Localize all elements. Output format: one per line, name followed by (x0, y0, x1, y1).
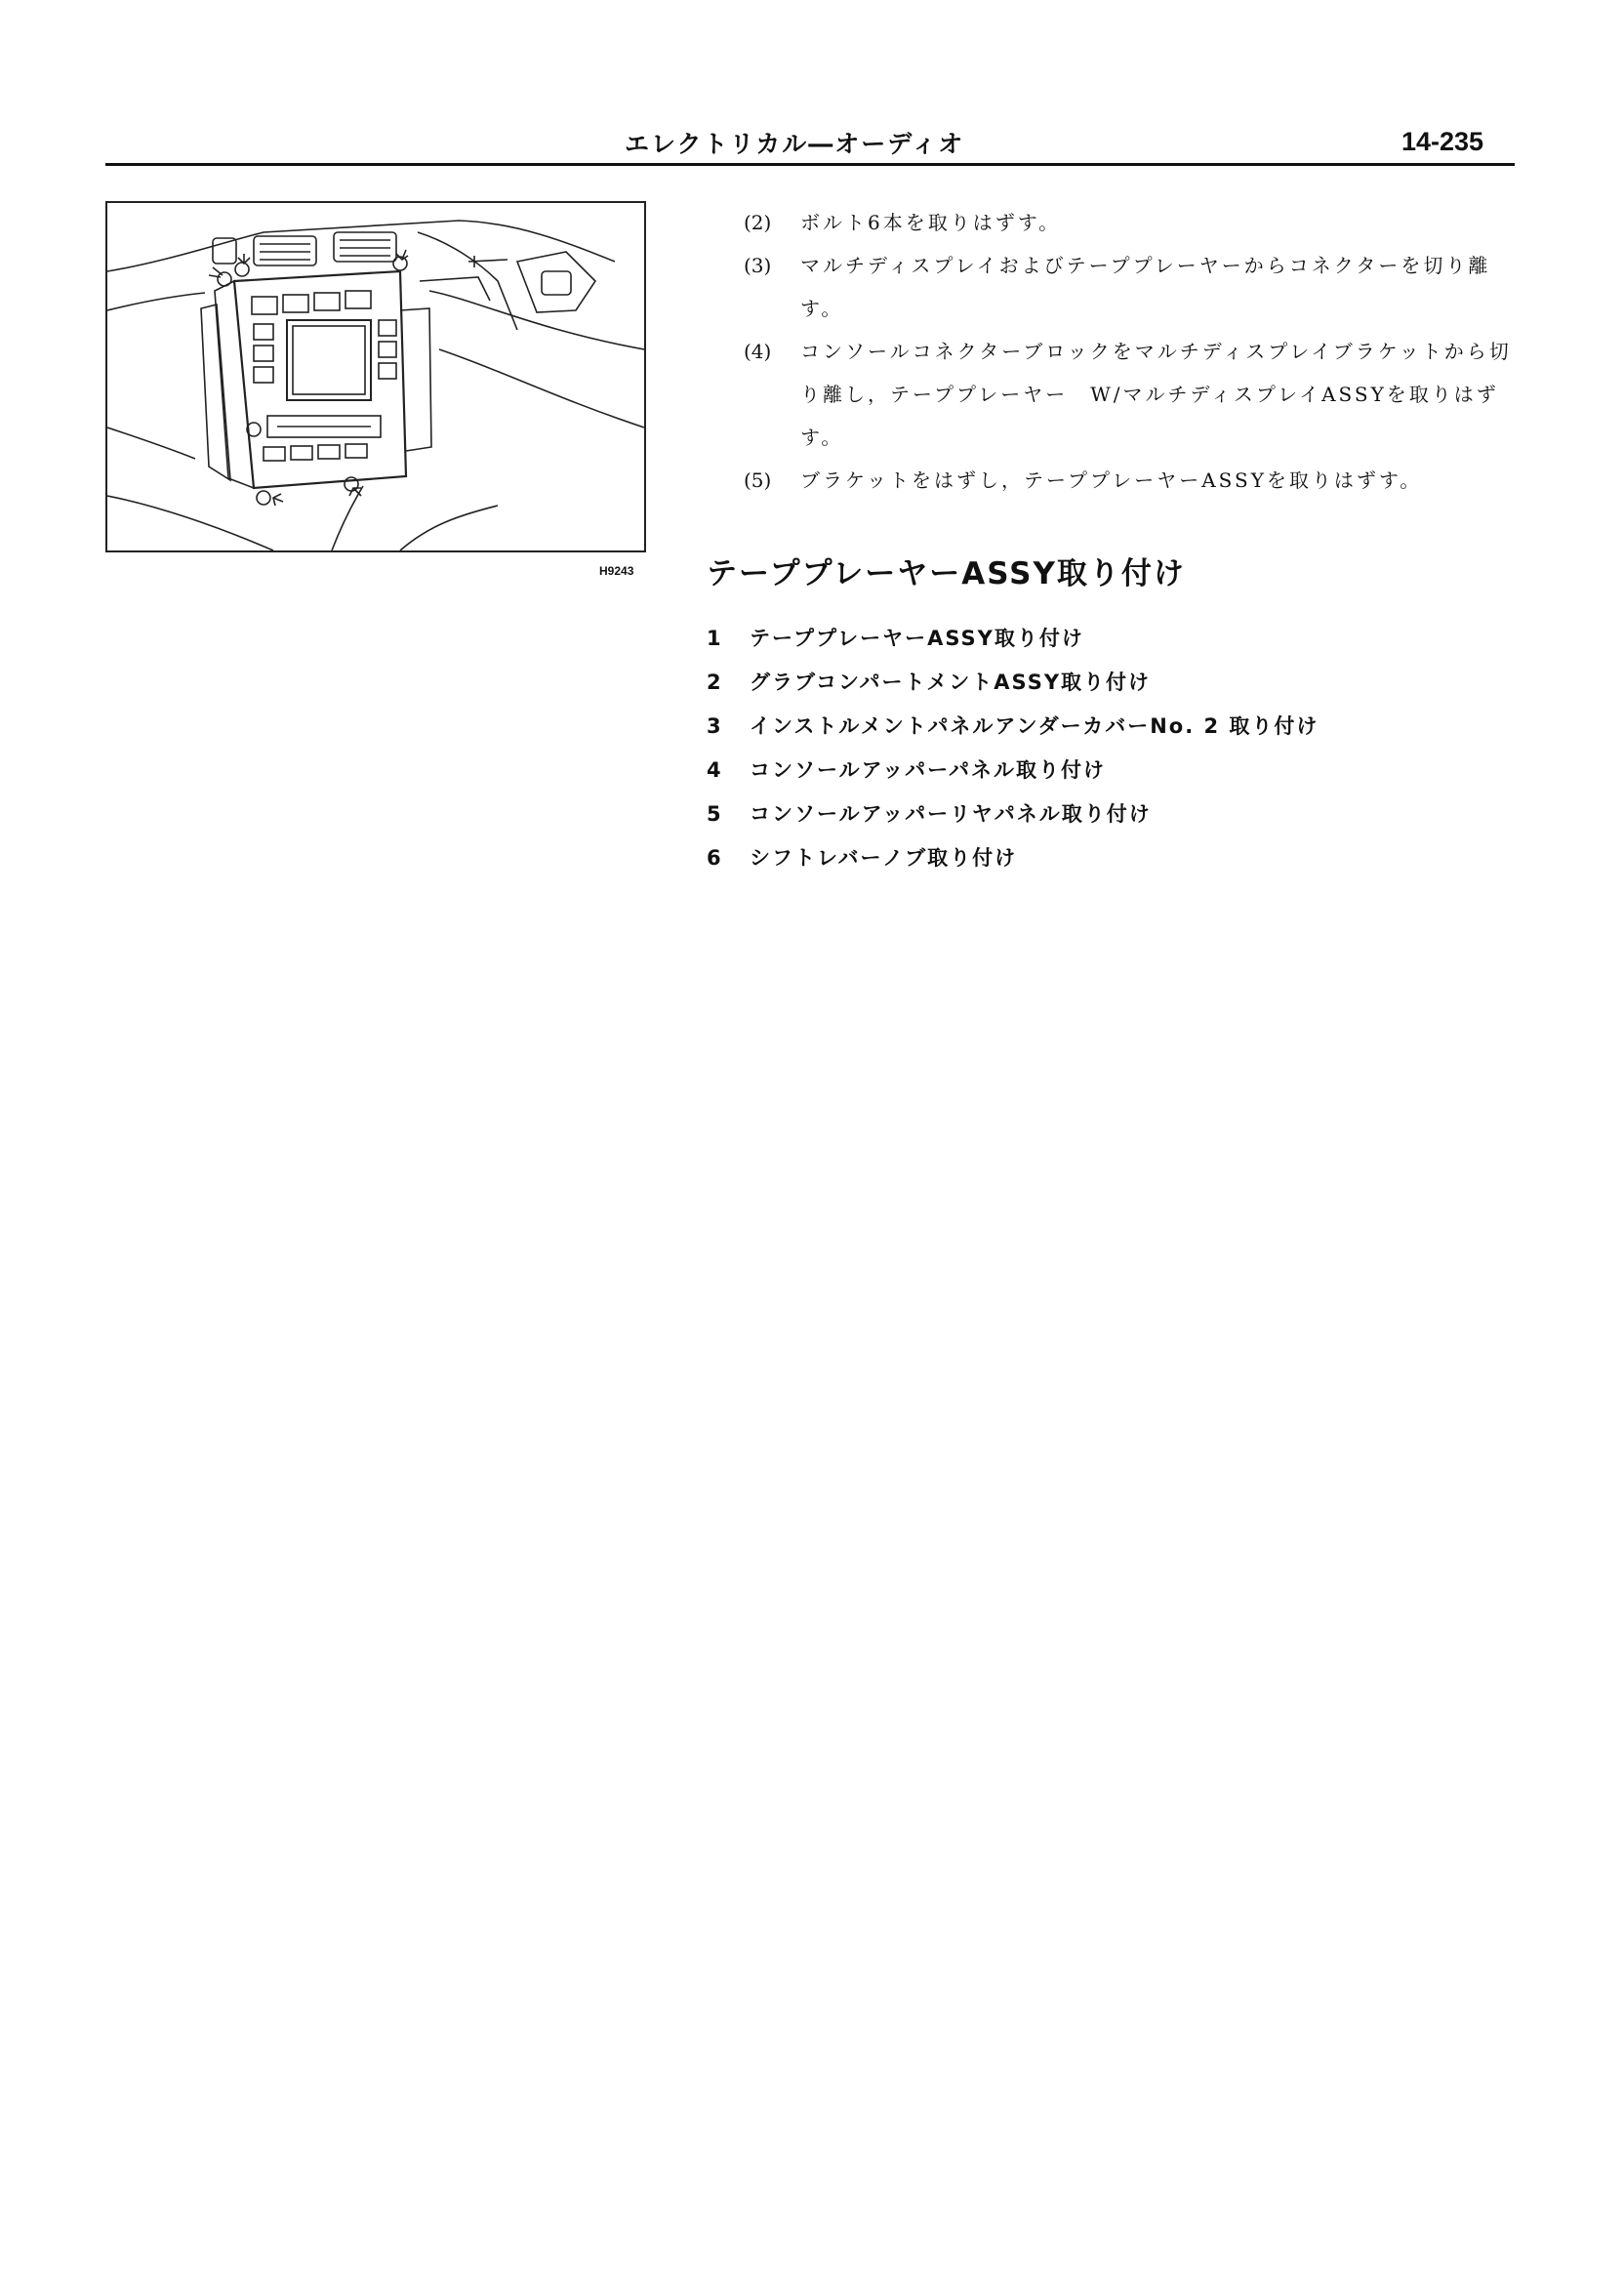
list-item (707, 617, 1507, 661)
item-text: インストルメントパネルアンダーカバーNo. 2 取り付け (750, 714, 1320, 738)
item-number: 5 (707, 802, 721, 826)
item-text: コンソールアッパーリヤパネル取り付け (750, 802, 1152, 826)
item-text: グラブコンパートメントASSY取り付け (750, 671, 1152, 694)
step-number: (5) (744, 468, 772, 492)
item-number: 3 (707, 714, 721, 738)
step-text: マルチディスプレイおよびテーププレーヤーからコネクターを切り離す。 (800, 254, 1491, 320)
step-number: (4) (744, 340, 772, 363)
step-text: ブラケットをはずし，テーププレーヤーASSYを取りはずす。 (800, 468, 1423, 492)
installation-procedure (707, 617, 1507, 880)
item-number: 2 (707, 671, 721, 694)
step-number: (3) (744, 254, 772, 277)
dashboard-drawing (107, 203, 644, 550)
list-item (707, 793, 1507, 836)
list-item (744, 330, 1515, 459)
list-item (744, 459, 1515, 502)
header-divider (105, 163, 1515, 166)
figure-code: H9243 (599, 564, 634, 578)
list-item (744, 201, 1515, 244)
page-header-title: エレクトリカル―オーディオ (625, 130, 965, 158)
removal-illustration (105, 201, 646, 552)
list-item (707, 661, 1507, 705)
item-text: シフトレバーノブ取り付け (750, 846, 1018, 870)
page-number: 14-235 (1401, 127, 1484, 156)
item-number: 4 (707, 758, 721, 782)
removal-steps (744, 201, 1515, 502)
step-text: ボルト6本を取りはずす。 (800, 211, 1062, 234)
item-number: 1 (707, 627, 721, 650)
list-item (707, 749, 1507, 793)
item-number: 6 (707, 846, 721, 870)
list-item (707, 836, 1507, 880)
item-text: テーププレーヤーASSY取り付け (750, 627, 1084, 650)
item-text: コンソールアッパーパネル取り付け (750, 758, 1107, 782)
section-heading: テーププレーヤーASSY取り付け (707, 556, 1186, 591)
list-item (744, 244, 1515, 330)
step-number: (2) (744, 211, 772, 234)
step-text: コンソールコネクターブロックをマルチディスプレイブラケットから切り離し，テーププレーヤー W/マルチディスプレイASSYを取りはずす。 (800, 340, 1512, 449)
list-item (707, 705, 1507, 749)
